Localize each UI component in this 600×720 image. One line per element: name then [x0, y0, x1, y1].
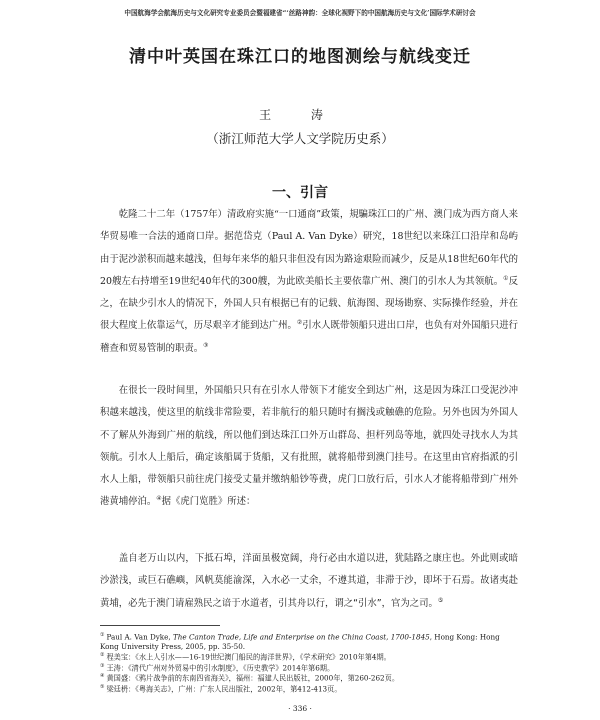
paragraph-text: 引水人既带领船只进出口岸，也负有对外国船只进行稽查和贸易管制的职责。	[100, 320, 518, 354]
footnote-item	[100, 683, 518, 694]
footnote-text: 黄国盛：《鸦片战争前的东南四省海关》，福州：福建人民出版社，2000年，第260-262页。	[106, 673, 400, 683]
footnote-marker: ⑤	[100, 684, 105, 691]
paragraph-text: 在很长一段时间里，外国船只只有在引水人带领下才能安全到达广州，这是因为珠江口受泥沙冲积越来越浅，使这里的航线非常险要，若非航行的船只随时有搁浅或触礁的危险。另外也因为外国人不了解从外海到广州的航线，所以他们到达珠江口外万山群岛、担杆列岛等地，就四处寻找水人为其领航。引水人上船后，确定该船属于货船，又有批照，就将船带到澳门挂号。在这里由官府指派的引水人上船，带领船只前往虎门接受丈量并缴纳船钞等费，虎门口放行后，引水人才能将船带到广州外港黄埔停泊。	[100, 385, 518, 508]
footnote-ref: ①	[503, 274, 509, 282]
footnote-marker: ③	[100, 662, 105, 669]
author-name: 王 涛	[259, 108, 341, 122]
running-header: 中国航海学会航海历史与文化研究专业委员会暨福建省“‘丝路神韵：全球化视野下的中国航海历史与文化’国际学术研讨会	[124, 9, 476, 17]
footnote-text: 王涛：《清代广州对外贸易中的引水制度》，《历史教学》2014年第6期。	[106, 663, 335, 673]
quote-text: 盖自老万山以内，下抵石埠，洋面虽极宽阔，舟行必由水道以进，犹陆路之康庄也。外此则或暗沙淤浅，或巨石礁嶼，风帆莫能渝深，入水必一丈余，不遵其道，非滞于沙，即坏于石焉。故诸夷赴黄埔，必先于澳门请雇熟民之谙于水道者，引其舟以行，谓之“引水”，官为之司。	[100, 553, 518, 609]
footnotes-list	[100, 631, 518, 694]
paragraph-text: 乾隆二十二年（1757年）清政府实施“一口通商”政策，規騙珠江口的广州、澳门成为西方商人来华贸易唯一合法的通商口岸。据范岱克（Paul A. Van Dyke）研究，18世纪以来珠江口沿岸和岛屿由于泥沙淤积而越来越浅，但每年来华的船只非但没有因为路途艰险而减少，反是从18世纪60年代的20艘左右持增至19世纪40年代的300艘，为此欧美船长主要依靠广州、澳门的引水人为其领航。	[100, 209, 518, 287]
page-number: · 336 ·	[288, 704, 312, 713]
footnote-ref: ②	[296, 319, 303, 327]
footnote-marker: ②	[100, 651, 105, 658]
footnote-item	[100, 662, 518, 673]
paragraph-text: 反之，在缺少引水人的情况下，外国人只有根据已有的记载、航海图、现场勘察、实际操作经验，并在很大程度上依靠运气，历尽艰辛才能到达广州。	[100, 275, 518, 332]
footnote-ref: ⑤	[437, 596, 444, 604]
book-title: The Canton Trade, Life and Enterprise on the China Coast, 1700-1845	[173, 632, 430, 642]
paragraph-text: 据《虎门览胜》所述：	[161, 496, 256, 508]
footnote-ref: ④	[156, 495, 162, 503]
footnote-text: Paul A. Van Dyke,	[106, 632, 173, 642]
footnote-item	[100, 672, 518, 683]
footnote-divider	[100, 625, 220, 626]
author-affiliation: （浙江师范大学人文学院历史系）	[206, 131, 394, 146]
footnote-text: 程美宝：《水上人引水——16-19世纪澳门船民的海洋世界》，《学术研究》2010年第4期。	[106, 652, 391, 662]
footnote-item	[100, 631, 518, 651]
footnote-marker: ①	[100, 632, 105, 638]
body-paragraph-2	[100, 380, 518, 514]
footnote-text: 梁廷枬：《粤海关志》，广州：广东人民出版社，2002年，第412-413页。	[106, 684, 342, 694]
footnote-marker: ④	[100, 673, 105, 680]
block-quote	[100, 548, 518, 615]
footnote-text: , Hong Kong: Hong Kong University Press, 2005, pp. 35-50.	[100, 632, 500, 651]
footnote-item	[100, 651, 518, 662]
paper-title: 清中叶英国在珠江口的地图测绘与航线变迁	[129, 47, 471, 67]
body-paragraph-1	[100, 204, 518, 360]
footnote-ref: ③	[203, 341, 209, 349]
section-heading: 一、引言	[272, 185, 328, 201]
